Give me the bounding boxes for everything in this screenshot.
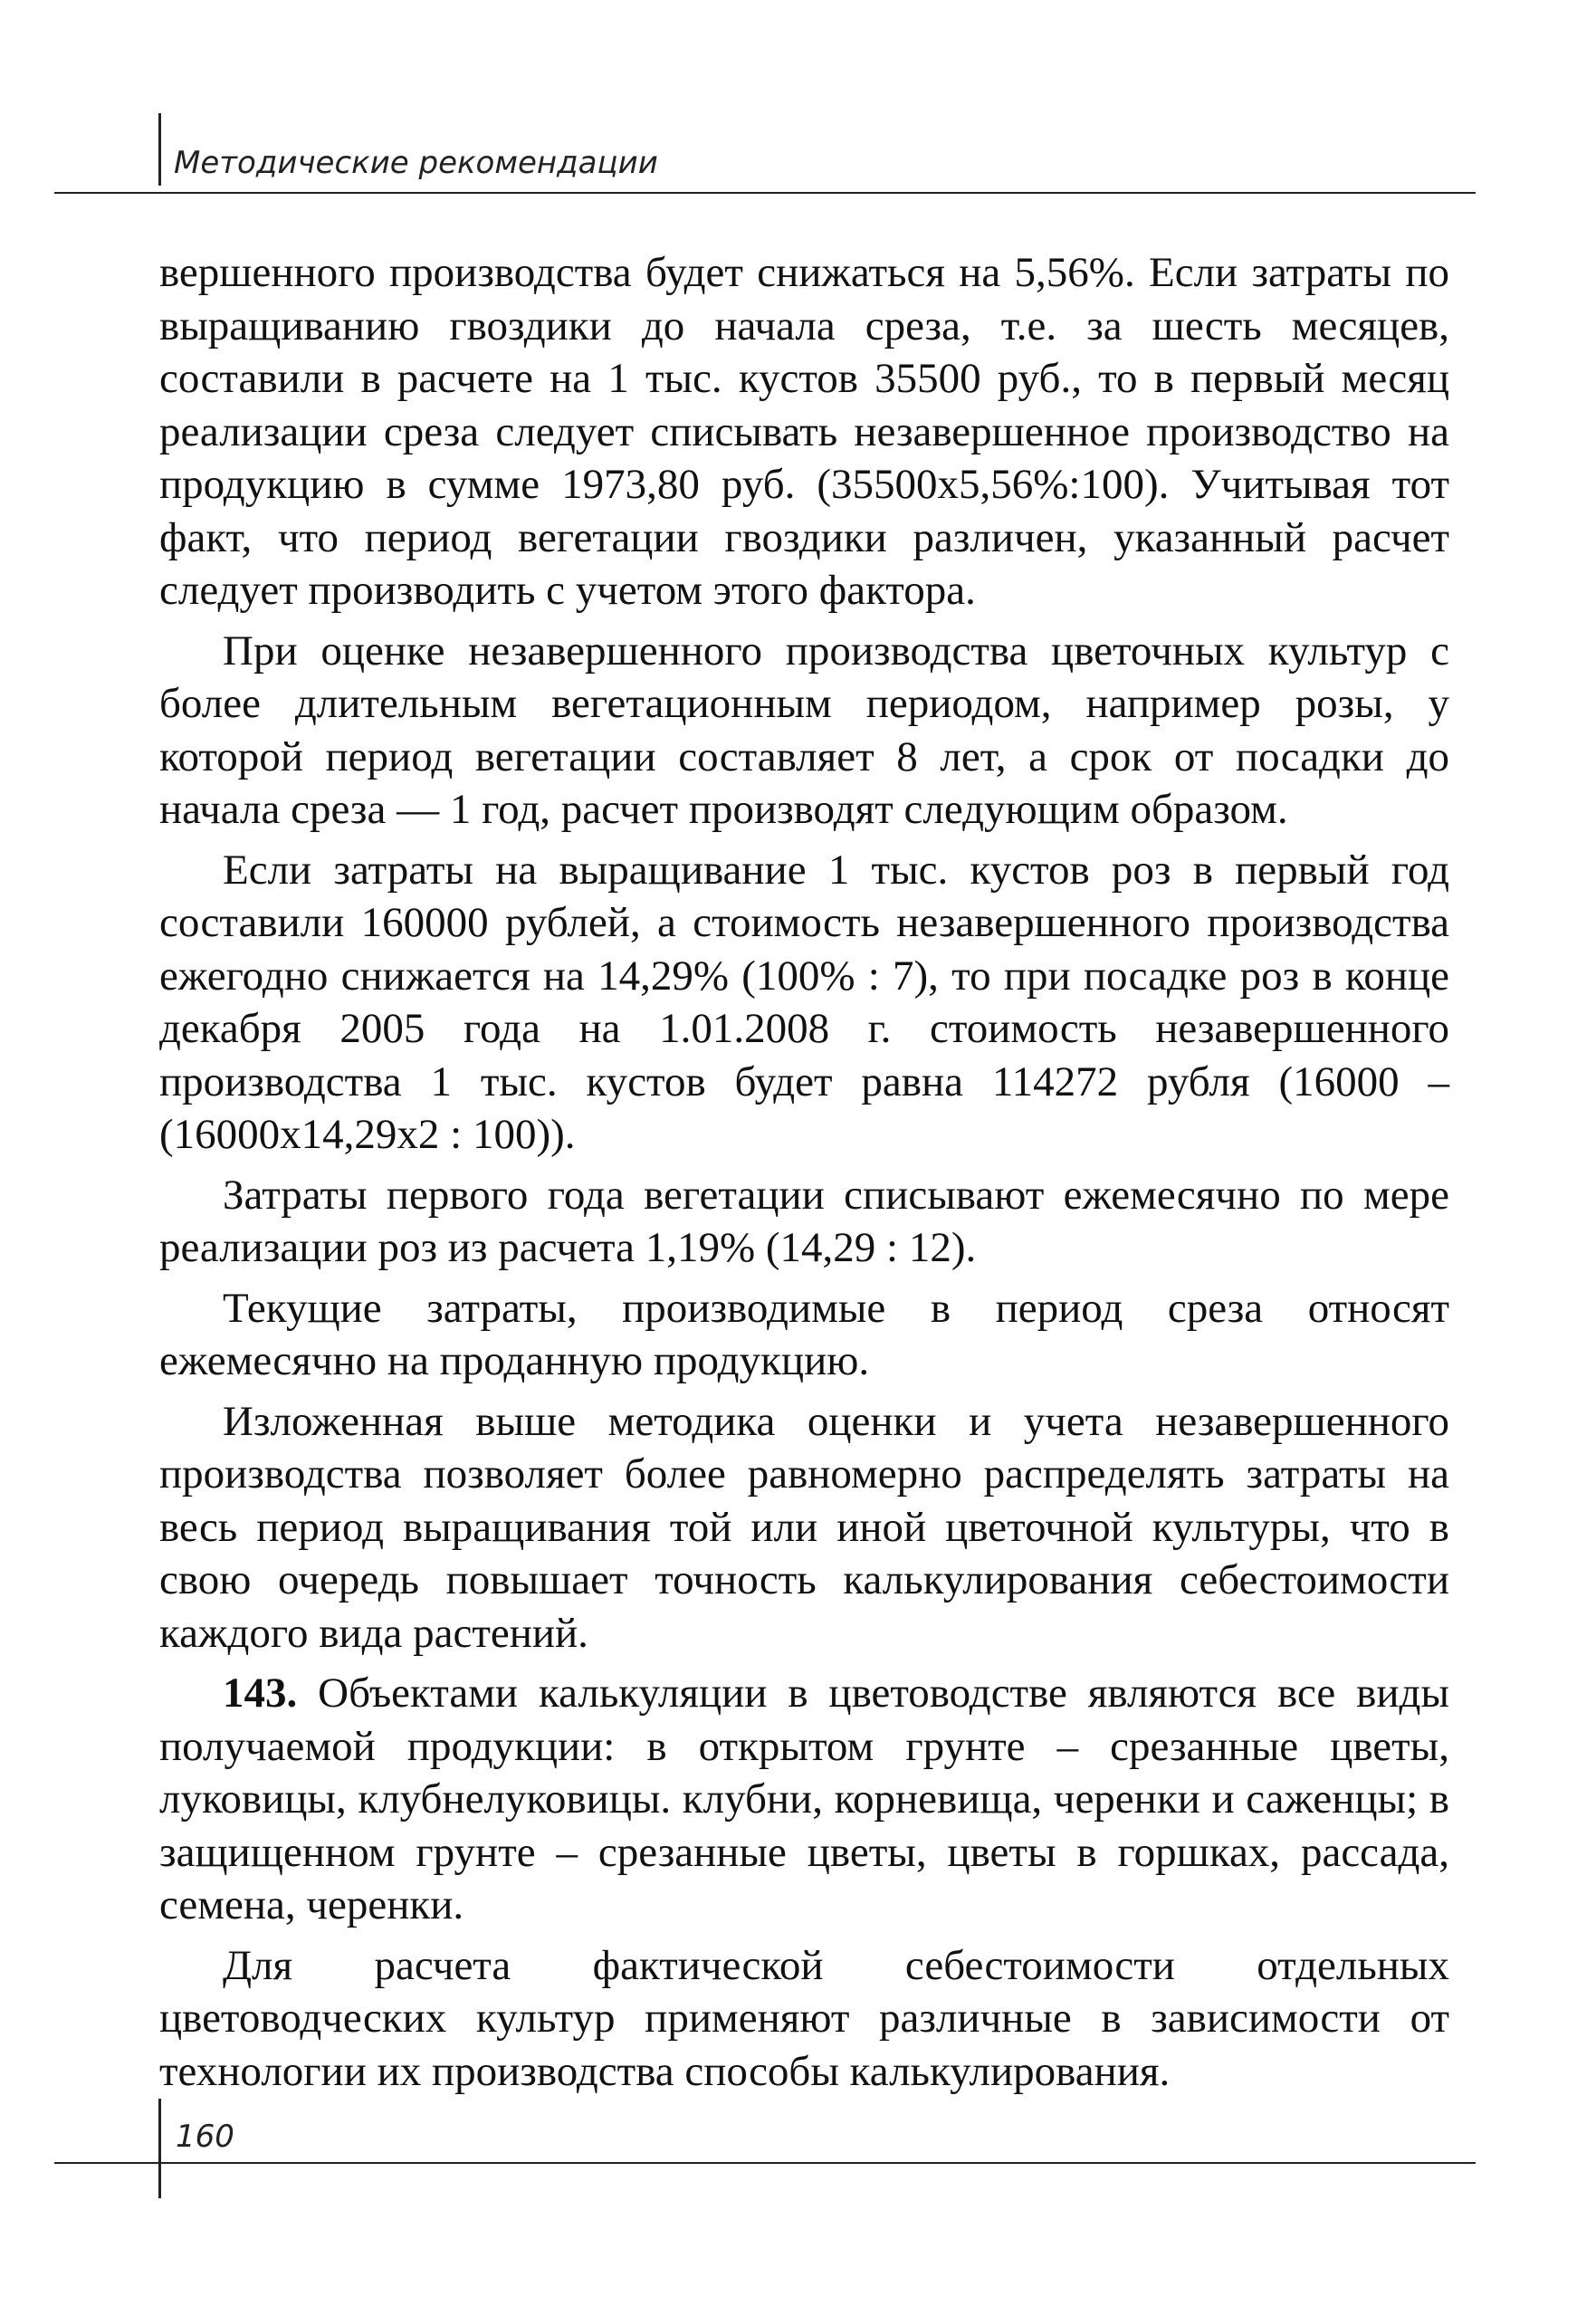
footer-rule-horizontal bbox=[54, 2162, 1476, 2164]
header-rule-vertical bbox=[158, 113, 161, 186]
section-number: 143. bbox=[223, 1670, 298, 1717]
header-rule-horizontal bbox=[54, 192, 1476, 194]
section-text: Объектами калькуляции в цветоводстве являются все виды получаемой продукции: в открытом грунте – срезанные цветы, луковицы, клубнелуковицы. клубни, корневища, черенки и саженцы; в защищенном грунте – срезанные цветы, цветы в горшках, рассада, семена, черенки. bbox=[159, 1670, 1449, 1928]
running-head: Методические рекомендации bbox=[174, 145, 658, 181]
footer-rule-vertical bbox=[158, 2099, 161, 2198]
paragraph: При оценке незавершенного производства цветочных культур с более длительным вегетационным периодом, например розы, у которой период вегетации составляет 8 лет, а срок от посадки до начала среза — 1 год, расчет производят следующим образом. bbox=[159, 627, 1449, 833]
paragraph: Для расчета фактической себестоимости отдельных цветоводческих культур применяют различные в зависимости от технологии их производства способы калькулирования. bbox=[159, 1941, 1449, 2095]
page-number: 160 bbox=[176, 2119, 234, 2155]
paragraph: Текущие затраты, производимые в период среза относят ежемесячно на проданную продукцию. bbox=[159, 1284, 1449, 1384]
paragraph: Затраты первого года вегетации списывают ежемесячно по мере реализации роз из расчета 1,19% (14,29 : 12). bbox=[159, 1171, 1449, 1271]
numbered-paragraph bbox=[159, 1667, 1449, 1932]
paragraph-continuation: вершенного производства будет снижаться на 5,56%. Если затраты по выращиванию гвоздики до начала среза, т.е. за шесть месяцев, составили в расчете на 1 тыс. кустов 35500 руб., то в первый месяц реализации среза следует списывать незавершенное производство на продукцию в сумме 1973,80 руб. (35500x5,56%:100). Учитывая тот факт, что период вегетации гвоздики различен, указанный расчет следует производить с учетом этого фактора. bbox=[159, 249, 1449, 614]
paragraph: Изложенная выше методика оценки и учета незавершенного производства позволяет более равномерно распределять затраты на весь период выращивания той или иной цветочной культуры, что в свою очередь повышает точность калькулирования себестоимости каждого вида растений. bbox=[159, 1397, 1449, 1657]
paragraph: Если затраты на выращивание 1 тыс. кустов роз в первый год составили 160000 рублей, а стоимость незавершенного производства ежегодно снижается на 14,29% (100% : 7), то при посадке роз в конце декабря 2005 года на 1.01.2008 г. стоимость незавершенного производства 1 тыс. кустов будет равна 114272 рубля (16000 – (16000x14,29x2 : 100)). bbox=[159, 846, 1449, 1158]
page-body bbox=[159, 246, 1449, 2098]
